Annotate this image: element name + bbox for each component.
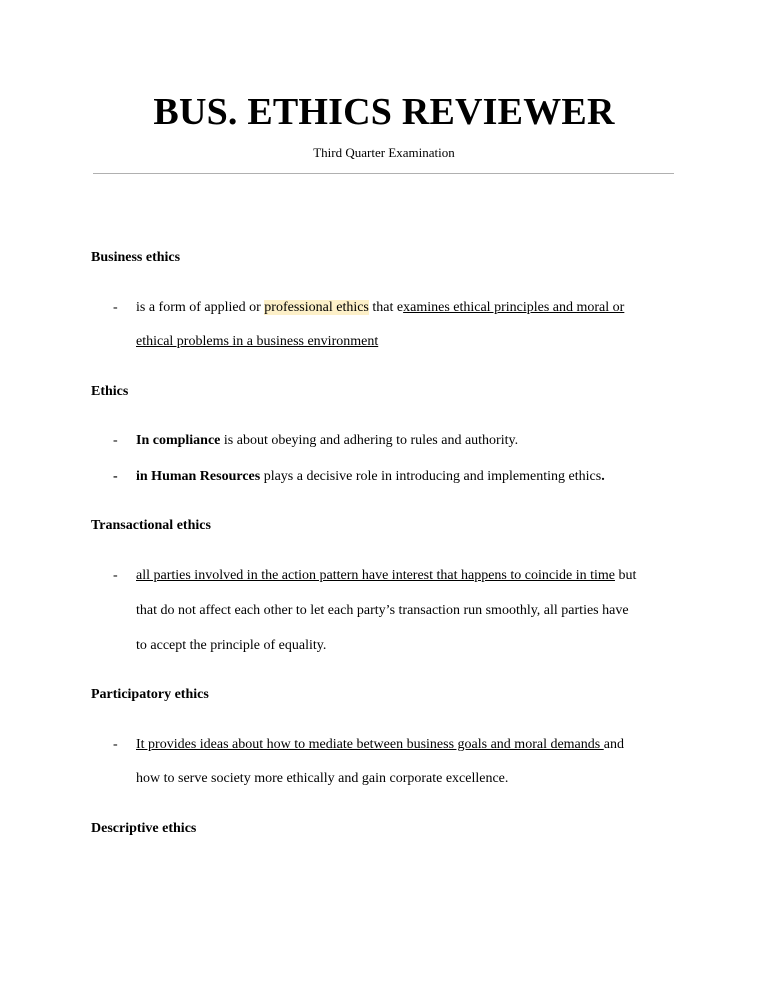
transactional-line-2: that do not affect each other to let each party’s transaction run smoothly, all parties have bbox=[136, 603, 629, 618]
text-run: is about obeying and adhering to rules and authority. bbox=[220, 433, 519, 448]
document-subtitle: Third Quarter Examination bbox=[313, 145, 455, 160]
participatory-line-2: how to serve society more ethically and gain corporate excellence. bbox=[136, 771, 509, 786]
underlined-text: xamines ethical principles and moral or bbox=[403, 300, 625, 315]
heading-participatory-ethics: Participatory ethics bbox=[91, 687, 209, 702]
business-ethics-line-1 bbox=[136, 299, 624, 317]
highlighted-text: professional ethics bbox=[264, 300, 369, 315]
bullet-dash: - bbox=[113, 737, 118, 752]
text-run: is a form of applied or bbox=[136, 300, 265, 315]
ethics-item-human-resources bbox=[136, 468, 605, 486]
underlined-text: all parties involved in the action pattern have interest that happens to coincide in time bbox=[136, 568, 615, 583]
bold-period: . bbox=[601, 469, 605, 484]
document-title: BUS. ETHICS REVIEWER bbox=[153, 91, 615, 133]
bullet-dash: - bbox=[113, 469, 118, 484]
underlined-text: ethical problems in a business environment bbox=[136, 334, 379, 349]
text-run: but bbox=[614, 568, 637, 583]
bullet-dash: - bbox=[113, 568, 118, 583]
ethics-item-compliance bbox=[136, 432, 518, 450]
underlined-text: It provides ideas about how to mediate between business goals and moral demands bbox=[136, 737, 604, 752]
bullet-dash: - bbox=[113, 433, 118, 448]
bullet-dash: - bbox=[113, 300, 118, 315]
transactional-line-1 bbox=[136, 567, 636, 585]
text-run: plays a decisive role in introducing and implementing ethics bbox=[260, 469, 602, 484]
bold-term: In compliance bbox=[136, 433, 221, 448]
business-ethics-line-2 bbox=[136, 333, 378, 351]
header-divider bbox=[93, 173, 674, 174]
heading-business-ethics: Business ethics bbox=[91, 250, 181, 265]
participatory-line-1 bbox=[136, 736, 624, 754]
bold-term: in Human Resources bbox=[136, 469, 261, 484]
heading-descriptive-ethics: Descriptive ethics bbox=[91, 821, 197, 836]
text-run: that e bbox=[368, 300, 404, 315]
text-run: and bbox=[603, 737, 624, 752]
heading-transactional-ethics: Transactional ethics bbox=[91, 518, 211, 533]
transactional-line-3: to accept the principle of equality. bbox=[136, 638, 327, 653]
heading-ethics: Ethics bbox=[91, 384, 129, 399]
